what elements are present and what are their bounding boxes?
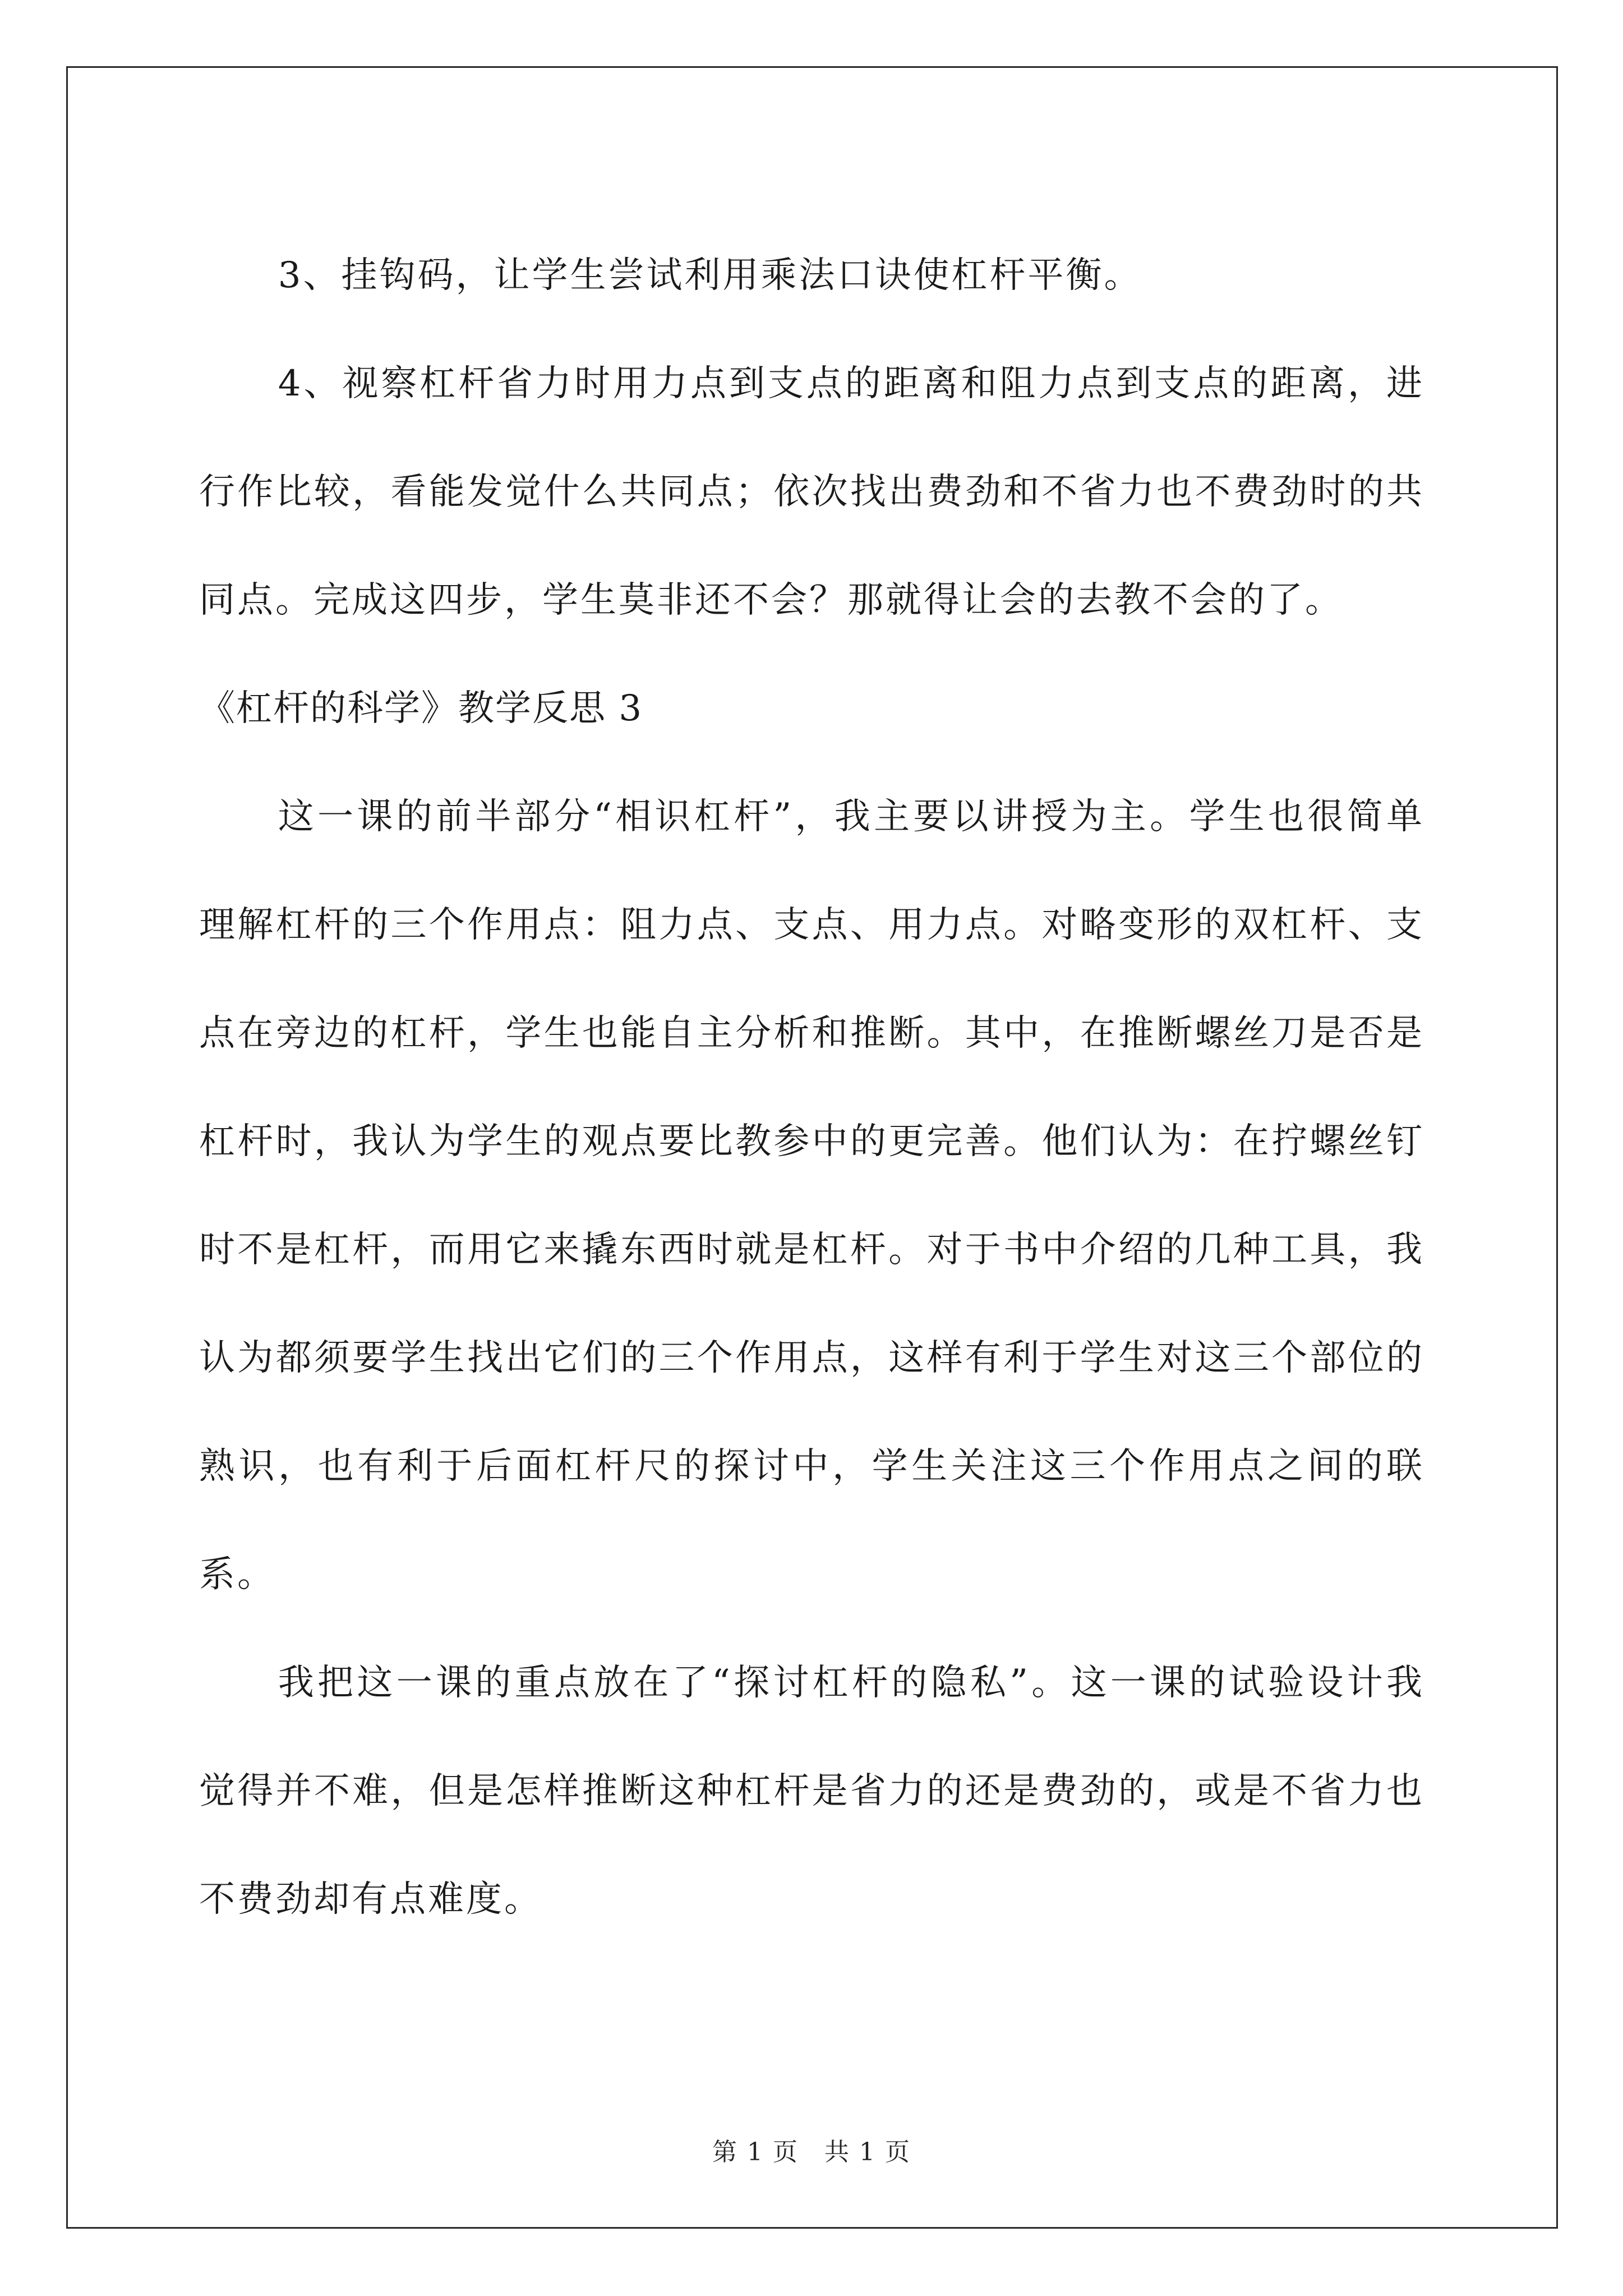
paragraph-step-4: 4、视察杠杆省力时用力点到支点的距离和阻力点到支点的距离，进行作比较，看能发觉什么共同点；依次找出费劲和不省力也不费劲时的共同点。完成这四步，学生莫非还不会？那就得让会的去教不会的了。	[199, 363, 1424, 621]
section-heading: 《杠杆的科学》教学反思 3	[199, 688, 643, 729]
paragraph-reflection-2: 我把这一课的重点放在了“探讨杠杆的隐私”。这一课的试验设计我觉得并不难，但是怎样推断这种杠杆是省力的还是费劲的，或是不省力也不费劲却有点难度。	[199, 1662, 1424, 1920]
paragraph-reflection-1: 这一课的前半部分“相识杠杆”，我主要以讲授为主。学生也很简单理解杠杆的三个作用点：阻力点、支点、用力点。对略变形的双杠杆、支点在旁边的杠杆，学生也能自主分析和推断。其中，在推断螺丝刀是否是杠杆时，我认为学生的观点要比教参中的更完善。他们认为：在拧螺丝钉时不是杠杆，而用它来撬东西时就是杠杆。对于书中介绍的几种工具，我认为都须要学生找出它们的三个作用点，这样有利于学生对这三个部位的熟识，也有利于后面杠杆尺的探讨中，学生关注这三个作用点之间的联系。	[199, 796, 1424, 1595]
page-number-footer: 第 1 页 共 1 页	[712, 2138, 911, 2166]
paragraph-step-3: 3、挂钩码，让学生尝试利用乘法口诀使杠杆平衡。	[278, 255, 1142, 296]
document-body	[199, 222, 1424, 1954]
